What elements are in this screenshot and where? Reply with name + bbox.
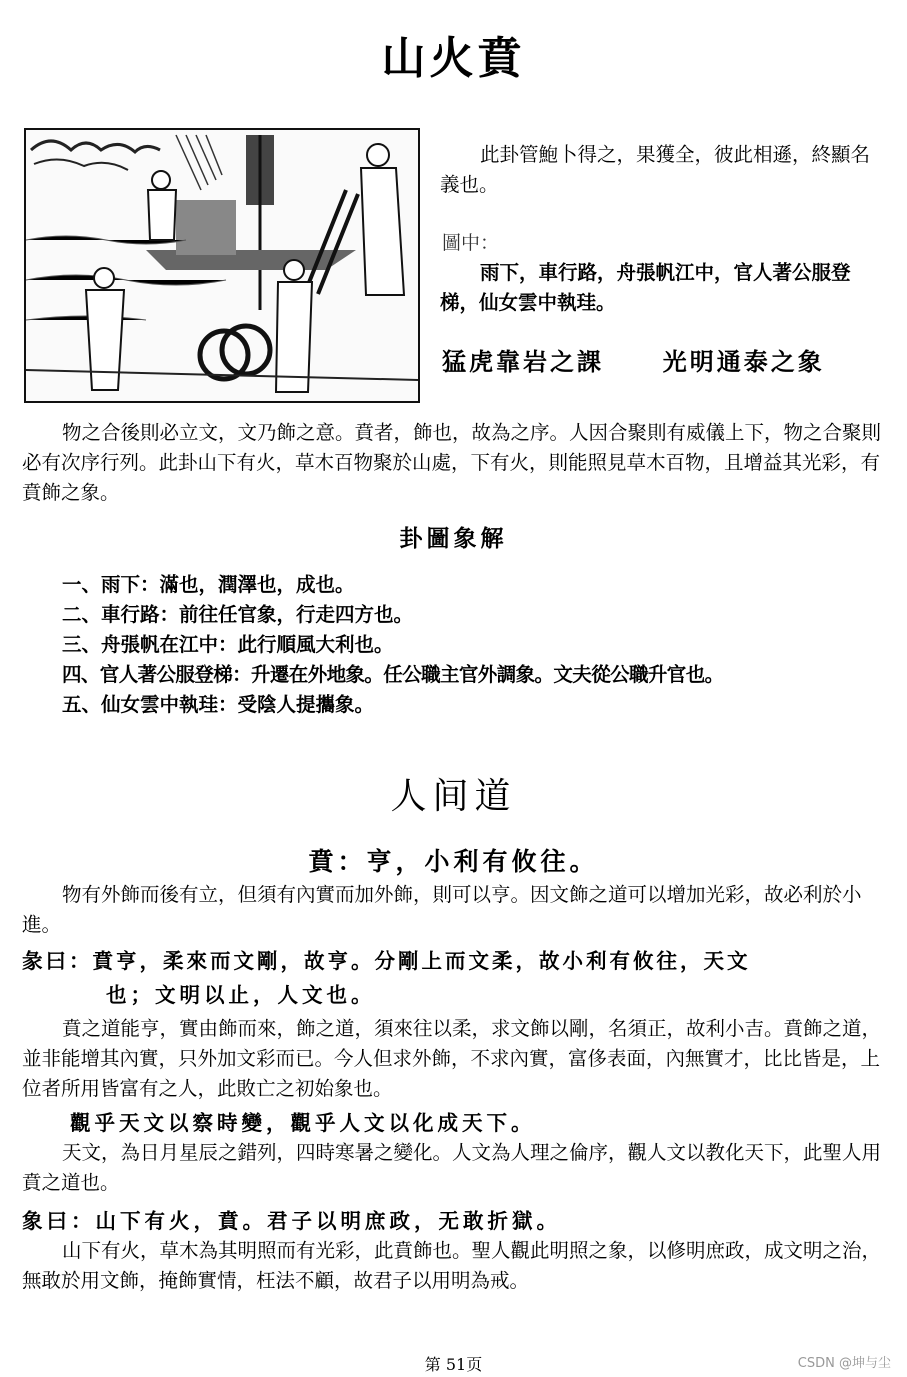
list-item: 一、雨下：滿也，潤澤也，成也。 (62, 573, 355, 596)
tuan-line-2: 也；文明以止，人文也。 (106, 983, 376, 1007)
diagram-heading: 卦圖象解 (399, 525, 508, 552)
intro-text: 此卦管鮑卜得之，果獲全，彼此相遜，終顯名義也。 (440, 143, 871, 196)
tuan-quote (22, 944, 888, 1012)
paragraph-xiang: 山下有火，草木為其明照而有光彩，此賁飾也。聖人觀此明照之象，以修明庶政，成文明之治，無敢於用文飾，掩飾實情，枉法不顧，故君子以用明為戒。 (22, 1239, 882, 1292)
judgment-heading: 賁：亨，小利有攸往。 (308, 847, 599, 876)
paragraph-explanation: 物之合後則必立文，文乃飾之意。賁者，飾也，故為之序。人因合聚則有威儀上下，物之合聚則必有次序行列。此卦山下有火，草木百物聚於山處，下有火，則能照見草木百物，且增益其光彩，有賁飾之象。 (22, 421, 882, 504)
picture-description: 雨下，車行路，舟張帆江中，官人著公服登梯，仙女雲中執珪。 (440, 261, 851, 314)
diagram-list (62, 570, 902, 720)
paragraph-judgment: 物有外飾而後有立，但須有內實而加外飾，則可以亨。因文飾之道可以增加光彩，故必利於小進。 (22, 883, 862, 936)
list-item: 三、舟張帆在江中：此行順風大利也。 (62, 633, 394, 656)
motto-left: 猛虎靠岩之課 (442, 347, 604, 376)
watermark: CSDN @坤与尘 (797, 1356, 891, 1371)
xiang-quote: 象曰：山下有火，賁。君子以明庶政，无敢折獄。 (22, 1209, 561, 1233)
woodcut-illustration (24, 128, 420, 403)
page-title: 山火賁 (381, 33, 526, 84)
tuan-line-1: 彖曰：賁亨，柔來而文剛，故亨。分剛上而文柔，故小利有攸往，天文 (22, 949, 751, 973)
list-item: 四、官人著公服登梯：升遷在外地象。任公職主官外調象。文夫從公職升官也。 (62, 663, 724, 686)
picture-label: 圖中： (442, 232, 500, 254)
tianwen-quote: 觀乎天文以察時變，觀乎人文以化成天下。 (70, 1111, 536, 1135)
list-item: 五、仙女雲中執珪：受陰人提攜象。 (62, 693, 375, 716)
illustration-drawing (26, 130, 418, 401)
page-number: 第 51页 (424, 1355, 483, 1374)
motto-right: 光明通泰之象 (662, 347, 825, 376)
paragraph-tianwen: 天文，為日月星辰之錯列，四時寒暑之變化。人文為人理之倫序，觀人文以教化天下，此聖人用賁之道也。 (22, 1141, 882, 1194)
list-item: 二、車行路：前往任官象，行走四方也。 (62, 603, 414, 626)
paragraph-tuan: 賁之道能亨，實由飾而來，飾之道，須來往以柔，求文飾以剛，名須正，故利小吉。賁飾之道，並非能增其內實，只外加文彩而已。今人但求外飾，不求內實，富侈表面，內無實才，比比皆是，上位者所用皆富有之人，此敗亡之初始象也。 (22, 1017, 882, 1100)
motto (442, 342, 825, 377)
section-heading: 人间道 (390, 776, 517, 817)
